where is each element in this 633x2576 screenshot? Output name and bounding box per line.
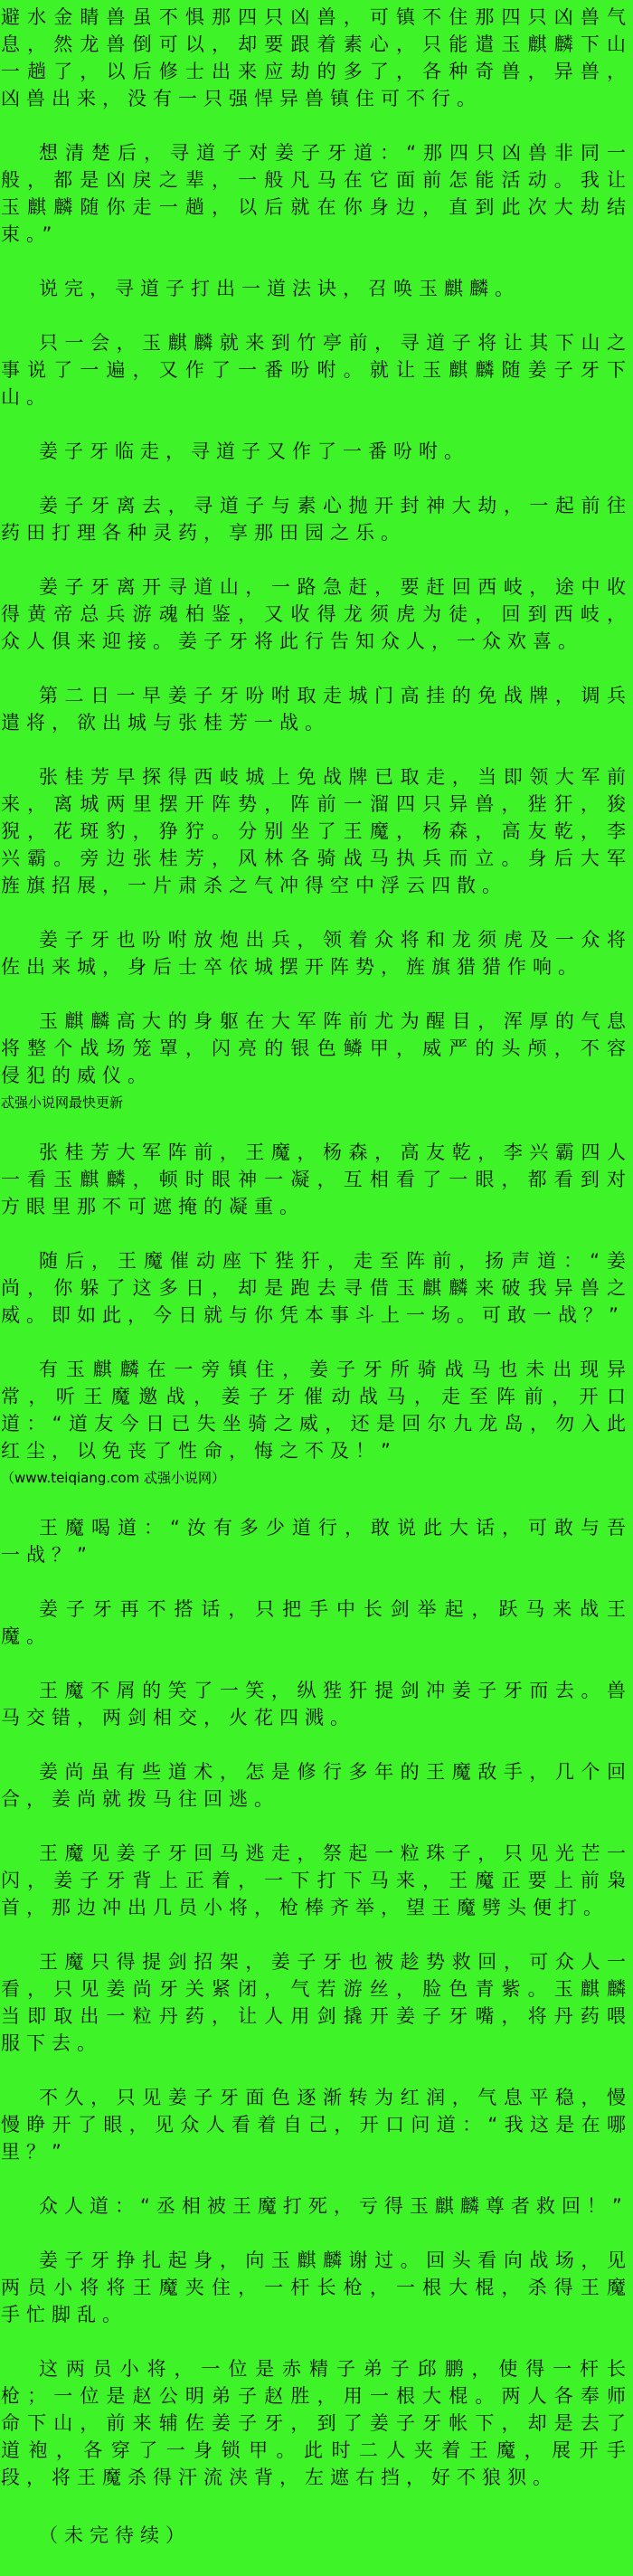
paragraph: 姜子牙再不搭话，只把手中长剑举起，跃马来战王魔。 (1, 1598, 632, 1647)
paragraph: 姜子牙临走，寻道子又作了一番吩咐。 (39, 440, 469, 462)
paragraph: 王魔喝道：“汝有多少道行，敢说此大话，可敢与吾一战？” (1, 1517, 632, 1566)
paragraph: 说完，寻道子打出一道法诀，召唤玉麒麟。 (39, 278, 520, 299)
site-watermark: （www.teiqiang.com 忒强小说网） (1, 1470, 225, 1486)
to-be-continued-note: （未完待续） (39, 2524, 191, 2546)
paragraph: 张桂芳早探得西岐城上免战牌已取走，当即领大军前来，离城两里摆开阵势，阵前一溜四只异兽，狴犴，狻猊，花斑豹，狰狞。分别坐了王魔，杨森，高友乾，李兴霸。旁边张桂芳，风林各骑战马执兵而立。身后大军旌旗招展，一片肃杀之气冲得空中浮云四散。 (1, 766, 632, 896)
paragraph: 不久，只见姜子牙面色逐渐转为红润，气息平稳，慢慢睁开了眼，见众人看着自己，开口问道：“我这是在哪里？” (1, 2087, 632, 2163)
paragraph: 避水金睛兽虽不惧那四只凶兽，可镇不住那四只凶兽气息，然龙兽倒可以，却要跟着素心，只能遣玉麒麟下山一趟了，以后修士出来应劫的多了，各种奇兽，异兽，凶兽出来，没有一只强悍异兽镇住可不行。 (1, 6, 632, 109)
paragraph: 姜子牙也吩咐放炮出兵，领着众将和龙须虎及一众将佐出来城，身后士卒依城摆开阵势，旌旗猎猎作响。 (1, 929, 632, 978)
paragraph: 王魔不屑的笑了一笑，纵狴犴提剑冲姜子牙而去。兽马交错，两剑相交，火花四溅。 (1, 1680, 632, 1728)
paragraph: 随后，王魔催动座下狴犴，走至阵前，扬声道：“姜尚，你躲了这多日，却是跑去寻借玉麒麟来破我异兽之威。即如此，今日就与你凭本事斗上一场。可敢一战？” (1, 1250, 632, 1326)
paragraph: 有玉麒麟在一旁镇住，姜子牙所骑战马也未出现异常，听王魔邀战，姜子牙催动战马，走至阵前，开口道：“道友今日已失坐骑之威，还是回尔九龙岛，勿入此红尘，以免丧了性命，悔之不及！” (1, 1359, 632, 1462)
paragraph: 众人道：“丞相被王魔打死，亏得玉麒麟尊者救回！” (39, 2195, 628, 2217)
paragraph: 王魔见姜子牙回马逃走，祭起一粒珠子，只见光芒一闪，姜子牙背上正着，一下打下马来，王魔正要上前枭首，那边冲出几员小将，枪棒齐举，望王魔劈头便打。 (1, 1842, 632, 1918)
paragraph: 姜子牙离去，寻道子与素心抛开封神大劫，一起前往药田打理各种灵药，享那田园之乐。 (1, 495, 632, 544)
paragraph: 第二日一早姜子牙吩咐取走城门高挂的免战牌，调兵遣将，欲出城与张桂芳一战。 (1, 685, 632, 734)
paragraph: 玉麒麟高大的身躯在大军阵前尤为醒目，浑厚的气息将整个战场笼罩，闪亮的银色鳞甲，威严的头颅，不容侵犯的威仪。 (1, 1010, 632, 1086)
paragraph: 张桂芳大军阵前，王魔，杨森，高友乾，李兴霸四人一看玉麒麟，顿时眼神一凝，互相看了一眼，都看到对方眼里那不可遮掩的凝重。 (1, 1141, 632, 1217)
chapter-text (1, 4, 632, 2549)
paragraph: 想清楚后，寻道子对姜子牙道：“那四只凶兽非同一般，都是凶戾之辈，一般凡马在它面前怎能活动。我让玉麒麟随你走一趟，以后就在你身边，直到此次大劫结束。” (1, 142, 632, 245)
site-watermark: 忒强小说网最快更新 (1, 1094, 124, 1111)
paragraph: 姜尚虽有些道术，怎是修行多年的王魔敌手，几个回合，姜尚就拨马往回逃。 (1, 1761, 632, 1810)
paragraph: 这两员小将，一位是赤精子弟子邱鹏，使得一杆长枪；一位是赵公明弟子赵胜，用一根大棍。两人各奉师命下山，前来辅佐姜子牙，到了姜子牙帐下，却是去了道袍，各穿了一身锁甲。此时二人夹着王魔，展开手段，将王魔杀得汗流浃背，左遮右挡，好不狼狈。 (1, 2358, 632, 2488)
paragraph: 姜子牙离开寻道山，一路急赶，要赶回西岐，途中收得黄帝总兵游魂柏鉴，又收得龙须虎为徒，回到西岐，众人俱来迎接。姜子牙将此行告知众人，一众欢喜。 (1, 576, 632, 652)
paragraph: 姜子牙挣扎起身，向玉麒麟谢过。回头看向战场，见两员小将将王魔夹住，一杆长枪，一根大棍，杀得王魔手忙脚乱。 (1, 2249, 632, 2325)
paragraph: 只一会，玉麒麟就来到竹亭前，寻道子将让其下山之事说了一遍，又作了一番吩咐。就让玉麒麟随姜子牙下山。 (1, 332, 632, 408)
paragraph: 王魔只得提剑招架，姜子牙也被趁势救回，可众人一看，只见姜尚牙关紧闭，气若游丝，脸色青紫。玉麒麟当即取出一粒丹药，让人用剑撬开姜子牙嘴，将丹药喂服下去。 (1, 1951, 632, 2054)
